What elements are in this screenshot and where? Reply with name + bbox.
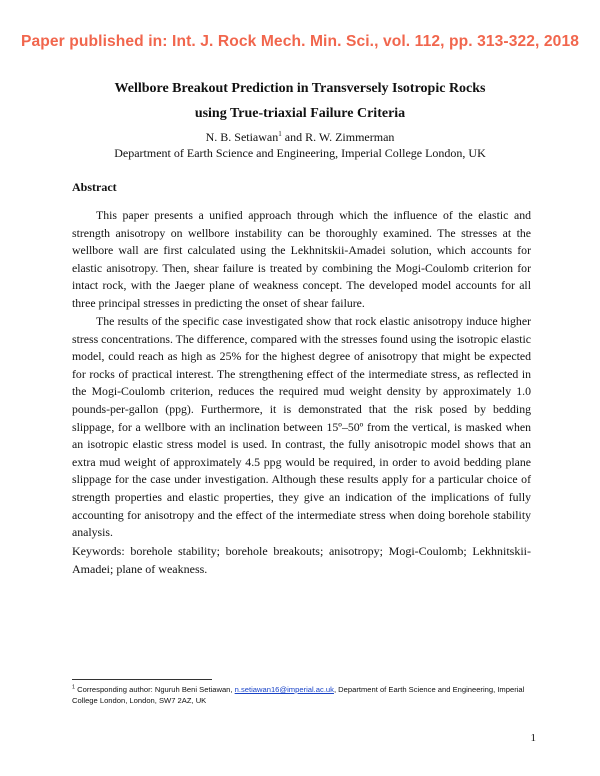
affiliation: Department of Earth Science and Engineering, Imperial College London, UK bbox=[114, 146, 486, 160]
publication-banner: Paper published in: Int. J. Rock Mech. Min. Sci., vol. 112, pp. 313-322, 2018 bbox=[21, 33, 579, 50]
abstract-paragraph-2: The results of the specific case investigated show that rock elastic anisotropy induce higher stress concentrations. The difference, compared with the stresses found using the isotropic elastic model, could reach as high as 25% for the highest degree of anisotropy that might be expected for rocks of practical interest. The strengthening effect of the intermediate stress, as reflected in the Mogi-Coulomb criterion, reduces the required mud weight density by approximately 1.0 pounds-per-gallon (ppg). Furthermore, it is demonstrated that the risk posed by bedding slippage, for a wellbore with an inclination between 15º–50º from the vertical, is masked when an isotropic elastic stress model is used. In contrast, the fully anisotropic model shows that an extra mud weight of approximately 4.5 ppg would be required, in order to avoid bedding plane slippage for the case under investigation. Although these results apply for a particular choice of strength properties and elastic properties, they give an indication of the implications of fully accounting for anisotropy and the effect of the intermediate stress when doing borehole stability analysis. bbox=[72, 314, 531, 540]
abstract-paragraph-1: This paper presents a unified approach through which the influence of the elastic and strength anisotropy on wellbore instability can be thoroughly examined. The stresses at the wellbore wall are first calculated using the Lekhnitskii-Amadei solution, which accounts for elastic anisotropy. Then, shear failure is treated by combining the Mogi-Coulomb criterion for intact rock, with the Jaeger plane of weakness concept. The developed model accounts for all three principal stresses in predicting the onset of shear failure. bbox=[72, 208, 531, 310]
keywords: Keywords: borehole stability; borehole breakouts; anisotropy; Mogi-Coulomb; Lekhnitskii-Amadei; plane of weakness. bbox=[72, 544, 531, 576]
author-secondary: and R. W. Zimmerman bbox=[281, 130, 395, 144]
author-email-link[interactable]: n.setiawan16@imperial.ac.uk bbox=[234, 685, 334, 694]
author-primary: N. B. Setiawan bbox=[205, 130, 279, 144]
page-number: 1 bbox=[530, 732, 536, 744]
abstract-heading: Abstract bbox=[72, 180, 117, 194]
author-list bbox=[60, 130, 540, 145]
footnote-prefix: Corresponding author: Nguruh Beni Setiawan, bbox=[75, 685, 235, 694]
footnote-suffix: , Department of Earth Science and Engineering, Imperial College London, London, SW7 2AZ, UK bbox=[72, 685, 525, 705]
paper-title-line-1: Wellbore Breakout Prediction in Transversely Isotropic Rocks bbox=[114, 81, 486, 96]
footnote-marker: 1 bbox=[278, 130, 282, 138]
footnote-divider bbox=[72, 679, 212, 680]
paper-title-line-2: using True-triaxial Failure Criteria bbox=[194, 106, 406, 121]
footnote bbox=[72, 684, 532, 706]
footnote-number: 1 bbox=[72, 684, 76, 691]
